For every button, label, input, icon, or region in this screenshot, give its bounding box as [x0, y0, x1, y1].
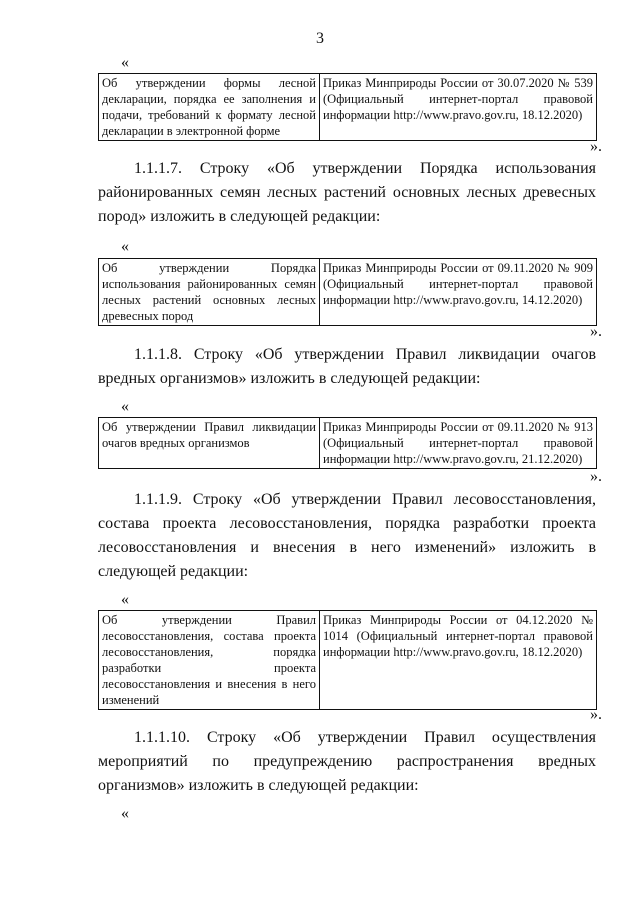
amendment-table: [98, 610, 597, 710]
page-number: 3: [316, 30, 324, 47]
table-cell-title: Об утверждении Правил ликвидации очагов вредных организмов: [99, 418, 320, 469]
amendment-table: [98, 417, 597, 469]
table-cell-source: Приказ Минприроды России от 09.11.2020 № 909 (Официальный интернет-портал правовой информации http://www.pravo.gov.ru, 14.12.2020): [320, 259, 597, 326]
table-row: [99, 259, 597, 326]
close-quote: ».: [590, 468, 602, 485]
open-quote: «: [121, 54, 129, 71]
paragraph-1-1-1-9: 1.1.1.9. Строку «Об утверждении Правил лесовосстановления, состава проекта лесовосстановления, порядка разработки проекта лесовосстановления и внесения в него изменений» изложить в следующей редакции:: [98, 491, 596, 580]
close-quote: ».: [590, 138, 602, 155]
close-quote: ».: [590, 706, 602, 723]
table-cell-title: Об утверждении Правил лесовосстановления, состава проекта лесовосстановления, порядка разработки проекта лесовосстановления и внесения в него изменений: [99, 611, 320, 710]
table-cell-title: Об утверждении формы лесной декларации, порядка ее заполнения и подачи, требований к формату лесной декларации в электронной форме: [99, 74, 320, 141]
amendment-table: [98, 258, 597, 326]
open-quote: «: [121, 591, 129, 608]
table-row: [99, 74, 597, 141]
table-row: [99, 611, 597, 710]
amendment-table: [98, 73, 597, 141]
paragraph-1-1-1-7: 1.1.1.7. Строку «Об утверждении Порядка использования районированных семян лесных растений основных лесных древесных пород» изложить в следующей редакции:: [98, 160, 596, 225]
table-cell-source: Приказ Минприроды России от 30.07.2020 № 539 (Официальный интернет-портал правовой информации http://www.pravo.gov.ru, 18.12.2020): [320, 74, 597, 141]
paragraph-1-1-1-10: 1.1.1.10. Строку «Об утверждении Правил осуществления мероприятий по предупреждению распространения вредных организмов» изложить в следующей редакции:: [98, 729, 596, 794]
open-quote: «: [121, 805, 129, 822]
table-cell-source: Приказ Минприроды России от 09.11.2020 № 913 (Официальный интернет-портал правовой информации http://www.pravo.gov.ru, 21.12.2020): [320, 418, 597, 469]
open-quote: «: [121, 398, 129, 415]
paragraph-1-1-1-8: 1.1.1.8. Строку «Об утверждении Правил ликвидации очагов вредных организмов» изложить в следующей редакции:: [98, 346, 596, 387]
table-cell-title: Об утверждении Порядка использования районированных семян лесных растений основных лесных древесных пород: [99, 259, 320, 326]
table-cell-source: Приказ Минприроды России от 04.12.2020 № 1014 (Официальный интернет-портал правовой информации http://www.pravo.gov.ru, 18.12.2020): [320, 611, 597, 710]
open-quote: «: [121, 238, 129, 255]
table-row: [99, 418, 597, 469]
close-quote: ».: [590, 323, 602, 340]
